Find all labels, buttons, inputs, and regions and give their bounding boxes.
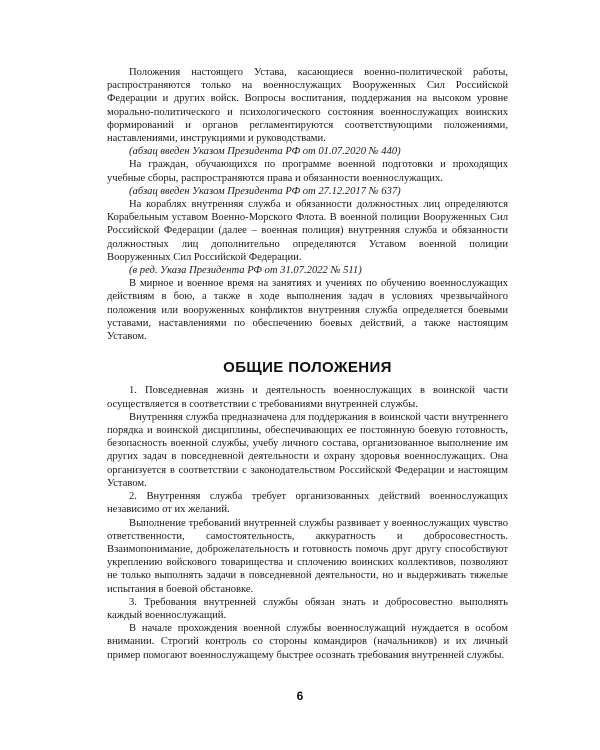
section-paragraph-6: В начале прохождения военной службы военнослужащий нуждается в особом внимании. Строгий контроль со стороны командиров (начальников) и их личный пример помогают военнослужащему быстрее осознать требования внутренней службы. xyxy=(107,623,508,661)
intro-paragraph-1: Положения настоящего Устава, касающиеся военно-политической работы, распространяются только на военнослужащих Вооруженных Сил Российской Федерации и других войск. Вопросы воспитания, поддержания на высоком уровне морально-политического и психологического состояния военнослужащих воинских формирований и органов регламентируются соответствующими положениями, наставлениями, инструкциями и руководствами. xyxy=(107,67,508,145)
section-paragraph-5: 3. Требования внутренней службы обязан знать и добросовестно выполнять каждый военнослужащий. xyxy=(107,596,508,621)
intro-paragraph-3: На кораблях внутренняя служба и обязанности должностных лиц определяются Корабельным уставом Военно-Морского Флота. В военной полиции Вооруженных Сил Российской Федерации (далее – военная полиция) внутренняя служба и обязанности должностных лиц дополнительно определяются Уставом военной полиции Вооруженных Сил Российской Федерации. xyxy=(107,199,508,263)
page-content xyxy=(107,66,508,662)
amendment-note-1: (абзац введен Указом Президента РФ от 01.07.2020 № 440) xyxy=(129,146,401,158)
amendment-note-3: (в ред. Указа Президента РФ от 31.07.2022 № 511) xyxy=(129,265,362,277)
section-paragraph-2: Внутренняя служба предназначена для поддержания в воинской части внутреннего порядка и воинской дисциплины, обеспечивающих ее постоянную боевую готовность, безопасность военной службы, учебу личного состава, организованное выполнение им других задач в повседневной деятельности и охрану здоровья военнослужащих. Она организуется в соответствии с законодательством Российской Федерации и настоящим Уставом. xyxy=(107,411,508,489)
section-paragraph-4: Выполнение требований внутренней службы развивает у военнослужащих чувство ответственности, самостоятельность, аккуратность и добросовестность. Взаимопонимание, доброжелательность и готовность помочь друг другу способствуют укреплению войскового товарищества и сплочению воинских коллективов, позволяют не только выполнять задачи в повседневной деятельности, но и выдерживать тяжелые испытания в боевой обстановке. xyxy=(107,517,508,595)
intro-paragraph-2: На граждан, обучающихся по программе военной подготовки и проходящих учебные сборы, распространяются права и обязанности военнослужащих. xyxy=(107,159,508,184)
section-paragraph-3: 2. Внутренняя служба требует организованных действий военнослужащих независимо от их желаний. xyxy=(107,491,508,516)
page-number: 6 xyxy=(296,689,304,703)
amendment-note-2: (абзац введен Указом Президента РФ от 27.12.2017 № 637) xyxy=(129,185,401,197)
section-heading: ОБЩИЕ ПОЛОЖЕНИЯ xyxy=(223,359,392,377)
intro-paragraph-4: В мирное и военное время на занятиях и учениях по обучению военнослужащих действиям в бою, а также в ходе выполнения задач в условиях чрезвычайного положения или вооруженных конфликтов внутренняя служба определяется боевыми уставами, наставлениями по обеспечению боевых действий, а также настоящим Уставом. xyxy=(107,278,508,343)
section-paragraph-1: 1. Повседневная жизнь и деятельность военнослужащих в воинской части осуществляется в соответствии с требованиями внутренней службы. xyxy=(107,385,508,410)
